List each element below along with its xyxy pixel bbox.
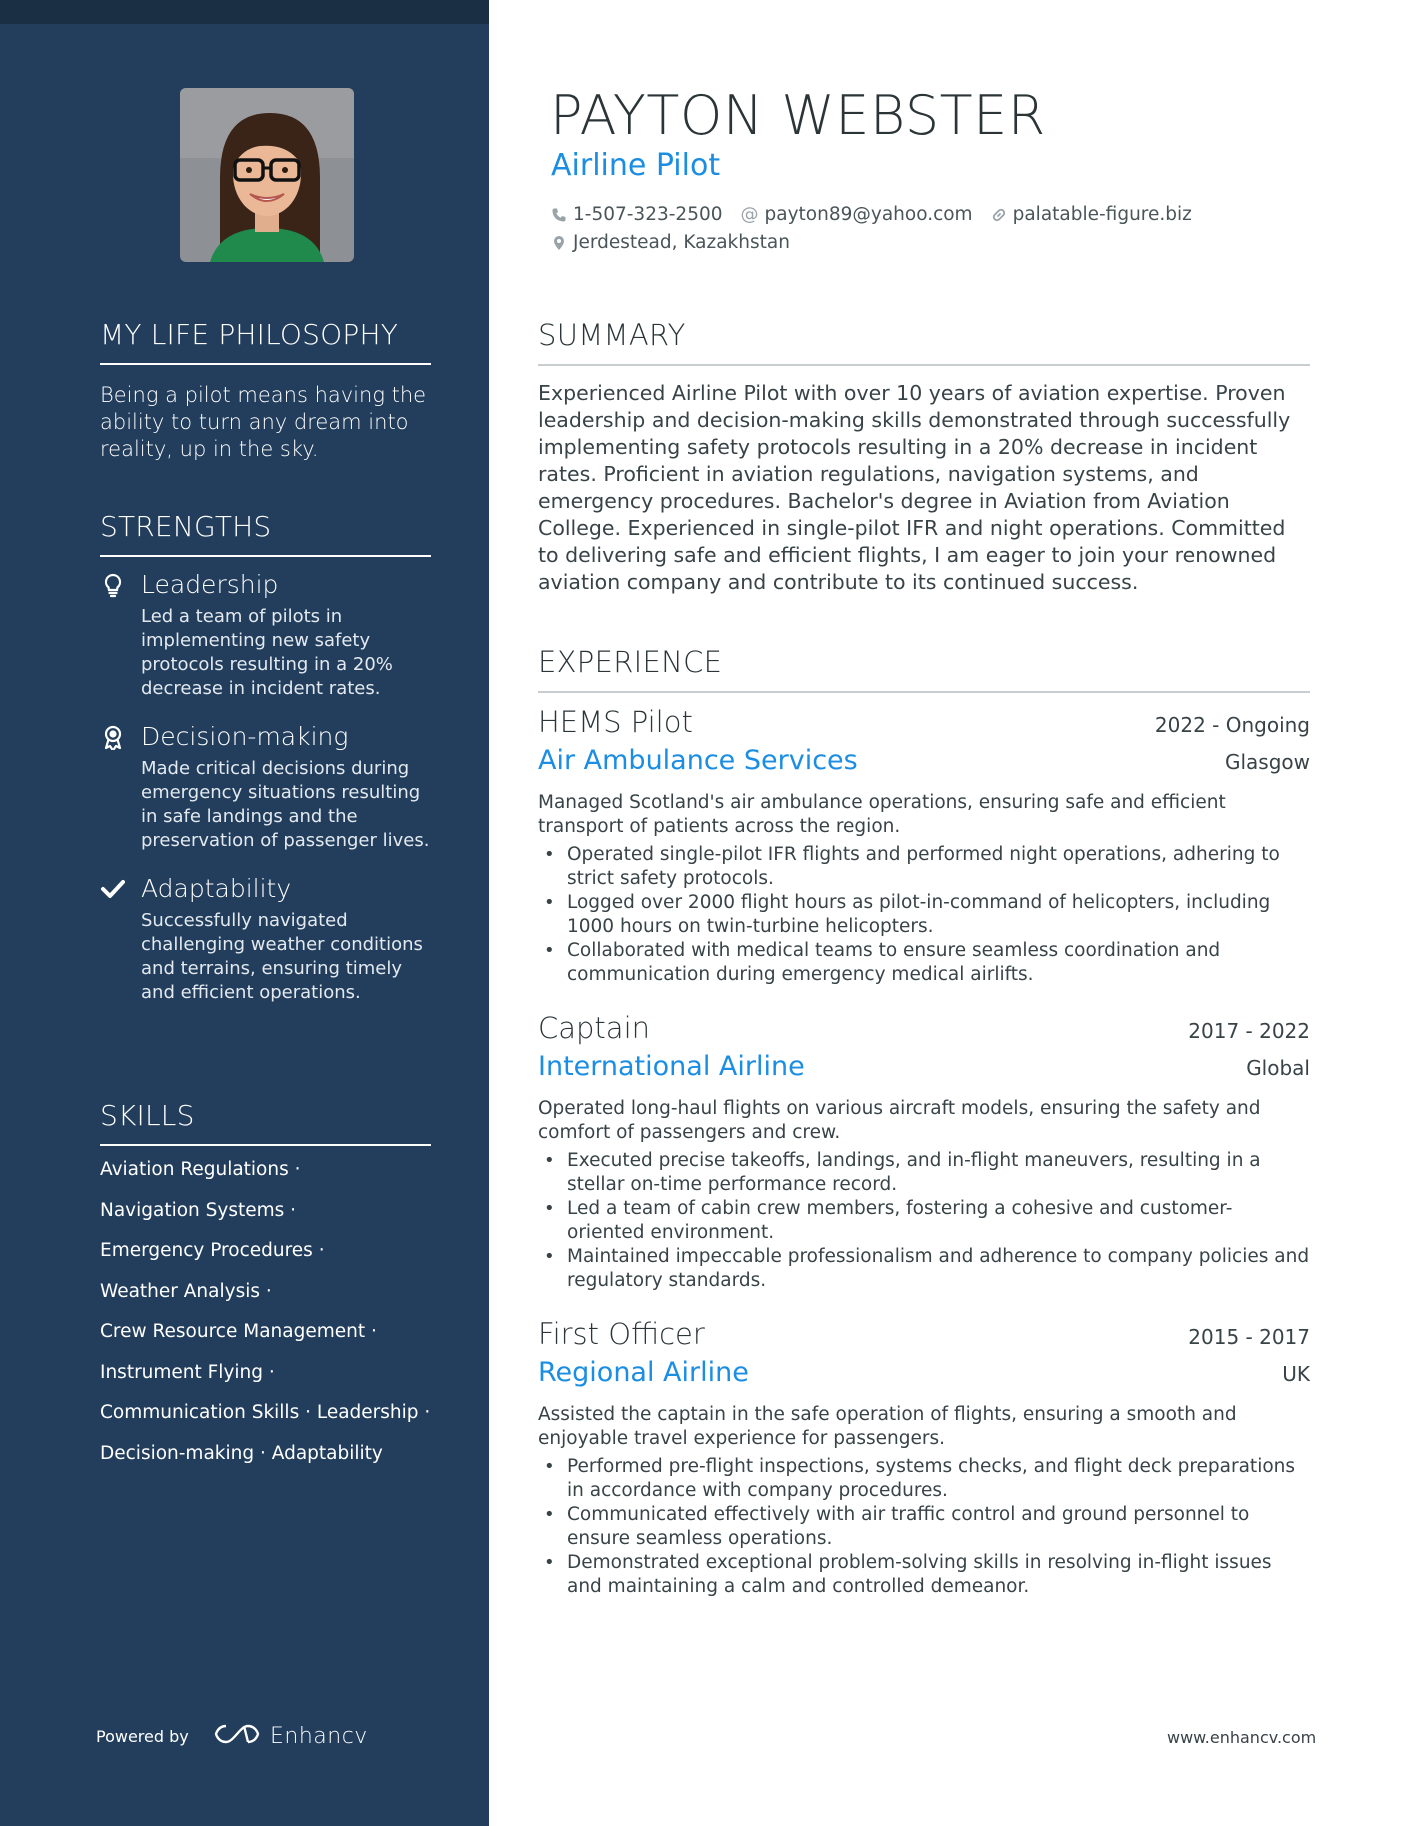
job-entry	[538, 1011, 1310, 1293]
strength-description: Made critical decisions during emergency situations resulting in safe landings and the preservation of passenger lives.	[141, 758, 430, 851]
strengths-heading: STRENGTHS	[100, 510, 431, 557]
summary-heading: SUMMARY	[538, 318, 1310, 366]
skills-section	[100, 1099, 431, 1482]
strengths-section	[100, 510, 431, 1005]
job-entry	[538, 705, 1310, 987]
award-icon	[100, 724, 126, 750]
job-description: Assisted the captain in the safe operation of flights, ensuring a smooth and enjoyable travel experience for passengers.	[538, 1404, 1237, 1449]
phone-icon	[551, 207, 567, 223]
phone-text: 1-507-323-2500	[573, 204, 723, 225]
skill-line: Emergency Procedures ·	[100, 1240, 325, 1261]
philosophy-section	[100, 318, 431, 463]
enhancv-logo-icon	[214, 1722, 260, 1750]
candidate-name: PAYTON WEBSTER	[550, 84, 1046, 147]
contact-phone[interactable]	[551, 204, 723, 225]
summary-section	[538, 318, 1310, 596]
contact-email[interactable]	[741, 204, 973, 225]
powered-by-label: Powered by	[96, 1727, 189, 1746]
job-title: Captain	[538, 1011, 651, 1045]
check-icon	[100, 876, 126, 902]
strength-item	[100, 721, 431, 853]
skills-list	[100, 1158, 431, 1482]
strength-item	[100, 873, 431, 1005]
job-bullet: • Executed precise takeoffs, landings, and in-flight maneuvers, resulting in a stellar on-time performance record.	[538, 1149, 1310, 1197]
link-icon	[991, 207, 1007, 223]
job-bullet: • Maintained impeccable professionalism and adherence to company policies and regulatory standards.	[538, 1245, 1310, 1293]
strength-title: Leadership	[141, 570, 279, 599]
job-bullet: • Led a team of cabin crew members, fostering a cohesive and customer-oriented environment.	[538, 1197, 1310, 1245]
job-bullets	[538, 1455, 1310, 1599]
job-title: HEMS Pilot	[538, 705, 693, 739]
job-company: International Airline	[538, 1051, 805, 1082]
job-bullet: • Performed pre-flight inspections, systems checks, and flight deck preparations in accordance with company procedures.	[538, 1455, 1310, 1503]
job-title: First Officer	[538, 1317, 705, 1351]
job-bullets	[538, 843, 1310, 987]
location-pin-icon	[551, 235, 567, 251]
skill-line: Instrument Flying ·	[100, 1361, 275, 1383]
job-bullet: • Operated single-pilot IFR flights and performed night operations, adhering to strict safety protocols.	[538, 843, 1310, 891]
strength-description: Successfully navigated challenging weather conditions and terrains, ensuring timely and efficient operations.	[141, 910, 423, 1003]
summary-text: Experienced Airline Pilot with over 10 years of aviation expertise. Proven leadership and decision-making skills demonstrated through successfully implementing safety protocols resulting in a 20% decrease in incident rates. Proficient in aviation regulations, navigation systems, and emergency procedures. Bachelor's degree in Aviation from Aviation College. Experienced in single-pilot IFR and night operations. Committed to delivering safe and efficient flights, I am eager to join your renowned aviation company and contribute to its continued success.	[538, 381, 1291, 594]
candidate-role: Airline Pilot	[551, 148, 721, 183]
contact-row-location	[551, 232, 790, 253]
skill-line: Navigation Systems ·	[100, 1199, 297, 1221]
skill-line: Crew Resource Management ·	[100, 1321, 377, 1342]
job-dates: 2022 - Ongoing	[1154, 713, 1310, 737]
enhancv-brand-text: Enhancv	[270, 1723, 368, 1749]
job-entry	[538, 1317, 1310, 1599]
strength-title: Decision-making	[141, 722, 349, 751]
lightbulb-icon	[100, 572, 126, 598]
skill-line: Aviation Regulations ·	[100, 1159, 301, 1180]
job-dates: 2017 - 2022	[1188, 1019, 1310, 1043]
contact-website[interactable]	[991, 204, 1192, 225]
job-dates: 2015 - 2017	[1188, 1325, 1310, 1349]
job-description: Operated long-haul flights on various aircraft models, ensuring the safety and comfort of passengers and crew.	[538, 1098, 1261, 1143]
job-company: Regional Airline	[538, 1357, 749, 1388]
job-company: Air Ambulance Services	[538, 745, 858, 776]
contact-location	[551, 232, 790, 253]
job-location: UK	[1282, 1362, 1310, 1386]
sidebar	[0, 0, 489, 1826]
job-bullet: • Logged over 2000 flight hours as pilot-in-command of helicopters, including 1000 hours on twin-turbine helicopters.	[538, 891, 1310, 939]
philosophy-text: Being a pilot means having the ability to turn any dream into reality, up in the sky.	[100, 383, 427, 461]
job-location: Glasgow	[1224, 750, 1310, 774]
job-bullets	[538, 1149, 1310, 1293]
philosophy-heading: MY LIFE PHILOSOPHY	[100, 318, 431, 365]
skill-line: Weather Analysis ·	[100, 1280, 272, 1302]
strength-title: Adaptability	[141, 874, 292, 903]
sidebar-top-bar	[0, 0, 489, 24]
job-bullet: • Communicated effectively with air traffic control and ground personnel to ensure seamless operations.	[538, 1503, 1310, 1551]
job-bullet: • Demonstrated exceptional problem-solving skills in resolving in-flight issues and maintaining a calm and controlled demeanor.	[538, 1551, 1310, 1599]
profile-photo	[180, 88, 354, 262]
email-text: payton89@yahoo.com	[764, 204, 973, 225]
strength-item	[100, 569, 431, 701]
experience-section	[538, 645, 1310, 1599]
contact-row	[551, 204, 1192, 225]
website-text: palatable-figure.biz	[1012, 204, 1192, 225]
enhancv-logo-link[interactable]	[214, 1722, 368, 1750]
job-location: Global	[1246, 1056, 1310, 1080]
job-bullet: • Collaborated with medical teams to ensure seamless coordination and communication during emergency medical airlifts.	[538, 939, 1310, 987]
job-description: Managed Scotland's air ambulance operations, ensuring safe and efficient transport of patients across the region.	[538, 792, 1226, 837]
skills-heading: SKILLS	[100, 1099, 431, 1146]
skill-line: Decision-making · Adaptability	[100, 1442, 383, 1464]
at-icon: @	[740, 204, 759, 225]
location-text: Jerdestead, Kazakhstan	[573, 232, 790, 253]
enhancv-site-link[interactable]: www.enhancv.com	[1167, 1728, 1317, 1747]
experience-heading: EXPERIENCE	[538, 645, 1310, 693]
strength-description: Led a team of pilots in implementing new safety protocols resulting in a 20% decrease in incident rates.	[141, 606, 393, 699]
skill-line: Communication Skills · Leadership ·	[100, 1402, 431, 1423]
